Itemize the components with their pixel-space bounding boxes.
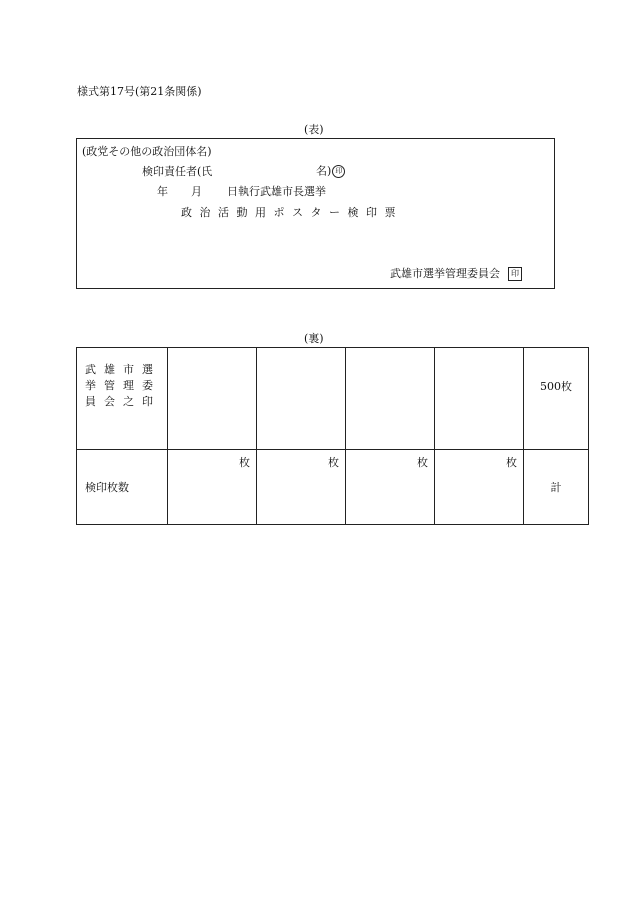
seal-blank-cell (346, 348, 435, 450)
count-cell (346, 450, 435, 525)
unit-label: 枚 (417, 456, 428, 469)
seal-circle-icon: 印 (332, 165, 345, 178)
seal-square-icon: 印 (508, 267, 522, 281)
total-label: 計 (550, 481, 562, 494)
committee-line (390, 267, 522, 281)
unit-label: 枚 (328, 456, 339, 469)
back-label: (裏) (304, 332, 324, 345)
count-label: 検印枚数 (85, 481, 129, 494)
seal-blank-cell (257, 348, 346, 450)
ticket-title: 政 治 活 動 用 ポ ス タ ー 検 印 票 (181, 206, 398, 219)
seal-row-3: 員会之印 (85, 394, 161, 408)
total-count: 500枚 (540, 380, 572, 393)
count-label-cell (77, 450, 168, 525)
date-year: 年 (157, 185, 168, 198)
inspector-name-suffix (316, 165, 345, 178)
form-number: 様式第17号(第21条関係) (77, 85, 202, 98)
count-cell (168, 450, 257, 525)
name-suffix: 名) (316, 164, 332, 178)
front-label: (表) (304, 123, 324, 136)
committee-seal-cell (77, 348, 168, 450)
total-count-cell (524, 348, 589, 450)
seal-row (77, 348, 589, 450)
inspector-label: 検印責任者(氏 (142, 165, 213, 178)
committee-name: 武雄市選挙管理委員会 (390, 267, 500, 280)
org-name-label: (政党その他の政治団体名) (82, 145, 212, 158)
total-label-cell (524, 450, 589, 525)
seal-row-2: 挙管理委 (85, 378, 161, 392)
election-date-line: 日執行武雄市長選挙 (227, 185, 326, 198)
front-ticket-box (76, 138, 555, 289)
count-row (77, 450, 589, 525)
count-cell (257, 450, 346, 525)
unit-label: 枚 (506, 456, 517, 469)
back-ticket-table (76, 347, 589, 525)
count-cell (435, 450, 524, 525)
seal-blank-cell (435, 348, 524, 450)
seal-blank-cell (168, 348, 257, 450)
seal-row-1: 武雄市選 (85, 363, 161, 376)
unit-label: 枚 (239, 456, 250, 469)
date-month: 月 (191, 185, 202, 198)
